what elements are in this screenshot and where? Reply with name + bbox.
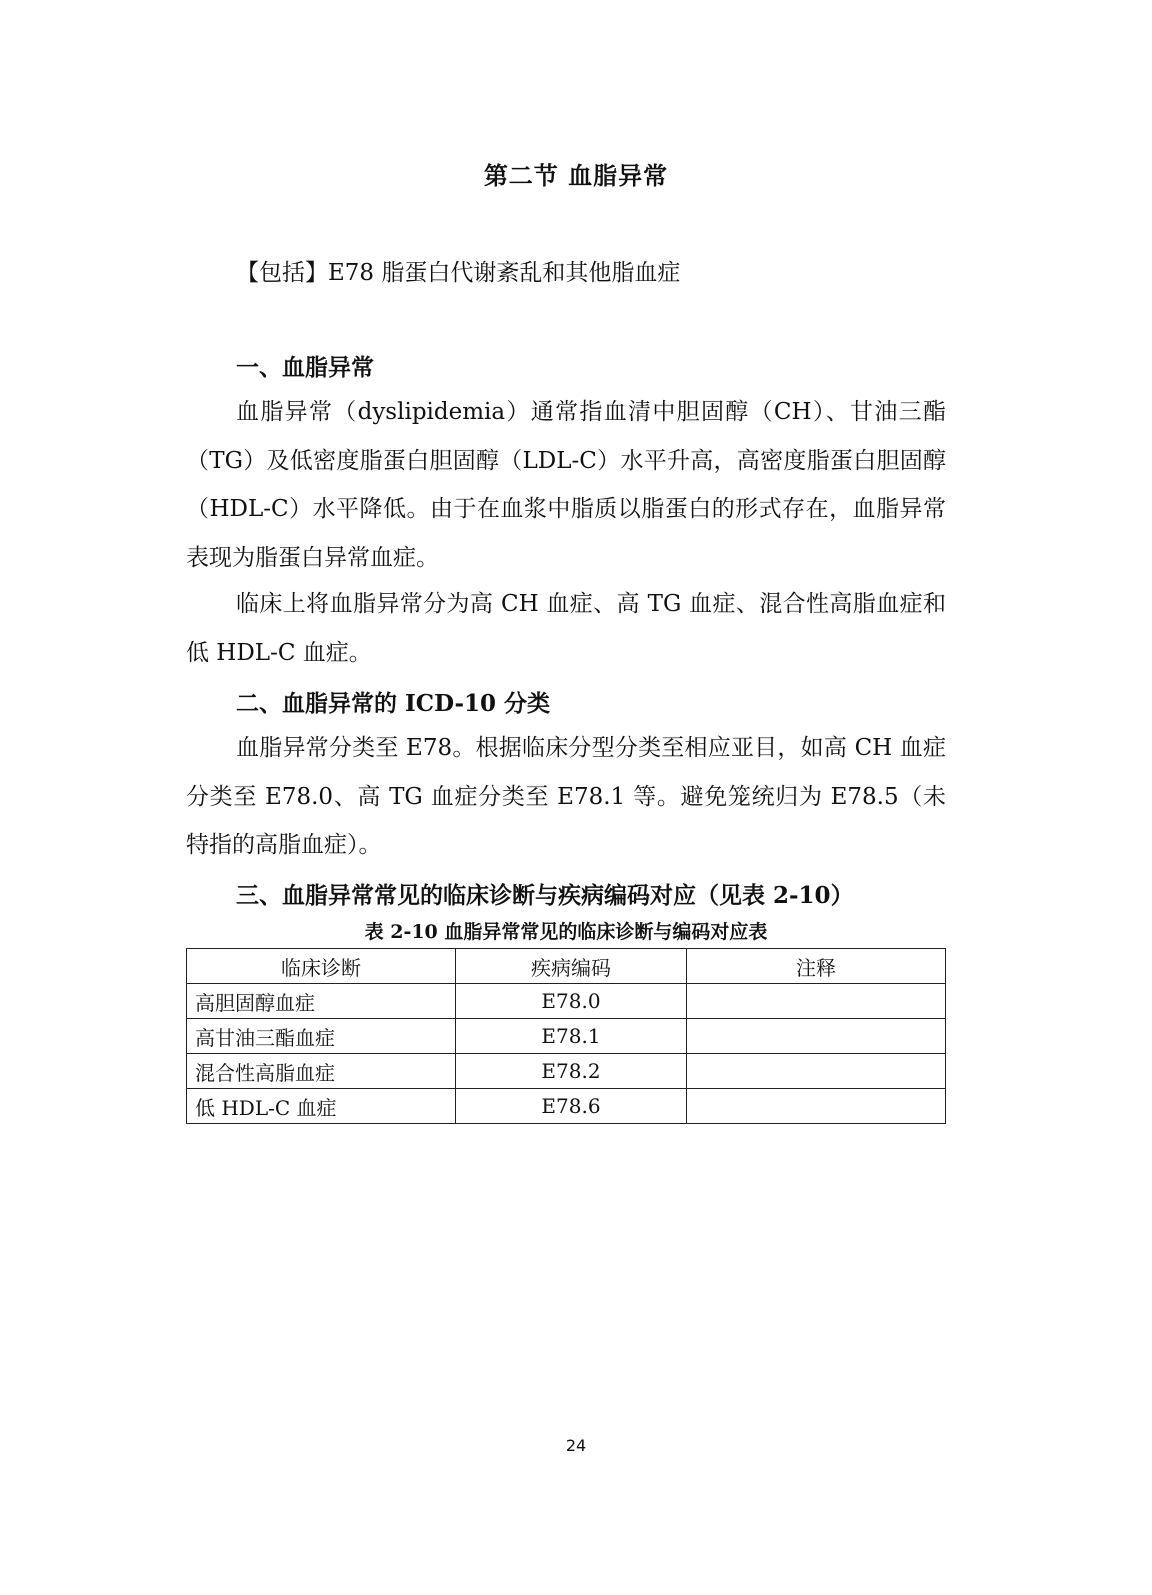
paragraph-2: 临床上将血脂异常分为高 CH 血症、高 TG 血症、混合性高脂血症和低 HDL-C 血症。 (186, 591, 946, 666)
diagnosis-cell: 高胆固醇血症 (187, 984, 456, 1019)
table-row (187, 984, 946, 1019)
heading-1: 一、血脂异常 (236, 354, 374, 381)
page-number: 24 (565, 1436, 587, 1455)
table-header-row (187, 949, 946, 984)
note-cell (687, 984, 946, 1019)
table-row (187, 1054, 946, 1089)
note-cell (687, 1054, 946, 1089)
note-cell (687, 1019, 946, 1054)
paragraph-1: 血脂异常（dyslipidemia）通常指血清中胆固醇（CH）、甘油三酯（TG）及低密度脂蛋白胆固醇（LDL-C）水平升高，高密度脂蛋白胆固醇（HDL-C）水平降低。由于在血浆中脂质以脂蛋白的形式存在，血脂异常表现为脂蛋白异常血症。 (186, 399, 946, 571)
diagnosis-cell: 混合性高脂血症 (187, 1054, 456, 1089)
code-cell: E78.6 (456, 1089, 687, 1124)
diagnosis-cell: 高甘油三酯血症 (187, 1019, 456, 1054)
header-clinical-diagnosis: 临床诊断 (187, 949, 456, 984)
section-title: 第二节 血脂异常 (483, 161, 669, 190)
table-caption: 表 2-10 血脂异常常见的临床诊断与编码对应表 (364, 921, 768, 943)
heading-2: 二、血脂异常的 ICD-10 分类 (236, 690, 551, 717)
header-disease-code: 疾病编码 (456, 949, 687, 984)
note-cell (687, 1089, 946, 1124)
diagnosis-code-table (186, 948, 946, 1124)
table-row (187, 1089, 946, 1124)
code-cell: E78.1 (456, 1019, 687, 1054)
diagnosis-cell: 低 HDL-C 血症 (187, 1089, 456, 1124)
table-row (187, 1019, 946, 1054)
code-cell: E78.2 (456, 1054, 687, 1089)
code-cell: E78.0 (456, 984, 687, 1019)
header-notes: 注释 (687, 949, 946, 984)
heading-3: 三、血脂异常常见的临床诊断与疾病编码对应（见表 2-10） (236, 882, 854, 909)
include-line: 【包括】E78 脂蛋白代谢紊乱和其他脂血症 (236, 260, 681, 286)
paragraph-3: 血脂异常分类至 E78。根据临床分型分类至相应亚目，如高 CH 血症分类至 E78.0、高 TG 血症分类至 E78.1 等。避免笼统归为 E78.5（未特指的高脂血症）。 (186, 735, 946, 858)
